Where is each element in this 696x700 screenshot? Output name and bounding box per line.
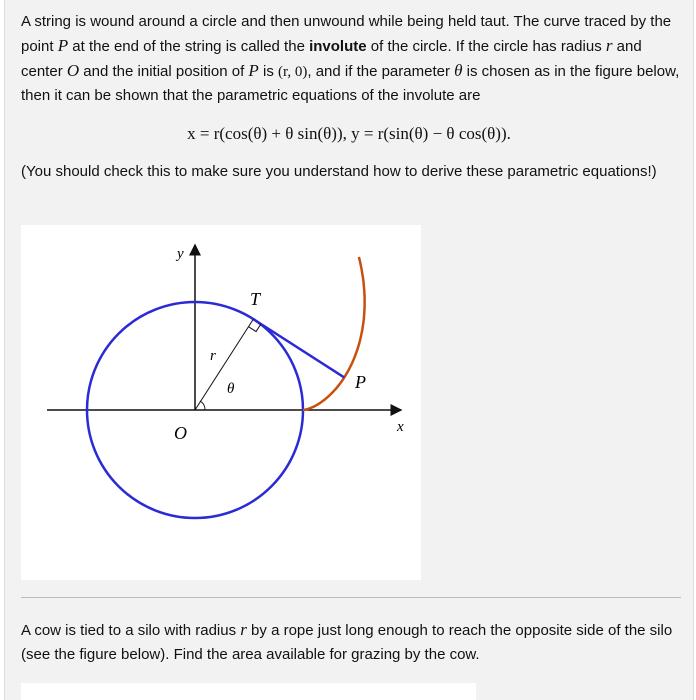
silo-figure: [21, 683, 476, 700]
math-P: P: [57, 36, 69, 55]
involute-term: involute: [309, 38, 367, 55]
tangent-string: [253, 319, 344, 377]
involute-diagram: [21, 225, 421, 580]
math-point: (r, 0): [277, 64, 308, 80]
text: , and if the parameter: [307, 63, 455, 80]
theta-arc: [200, 401, 205, 410]
divider: [21, 597, 681, 598]
page: [4, 0, 694, 700]
text: A string is wound around a circle and then unwound while being held taut. The curve traced by the point: [21, 13, 672, 55]
text: A cow is tied to a silo with radius: [21, 622, 241, 639]
math-O: O: [66, 61, 80, 80]
text: and the initial position of: [79, 63, 249, 80]
O-label: O: [174, 423, 187, 443]
y-label: y: [177, 246, 184, 262]
math-P: P: [248, 61, 259, 80]
question-paragraph: [21, 618, 681, 667]
r-label: r: [210, 348, 216, 364]
radius-line: [195, 319, 253, 410]
x-label: x: [397, 419, 404, 435]
math-r: r: [240, 620, 247, 639]
note-paragraph: (You should check this to make sure you understand how to derive these parametric equations!): [21, 163, 657, 180]
text: and center: [21, 38, 642, 80]
math-r: r: [605, 36, 613, 55]
P-label: P: [355, 372, 366, 392]
right-angle-marker: [248, 324, 260, 332]
intro-paragraph: [21, 10, 681, 108]
text: of the circle. If the circle has radius: [366, 38, 606, 55]
parametric-equations: x = r(cos(θ) + θ sin(θ)), y = r(sin(θ) − θ cos(θ)).: [187, 124, 511, 143]
text: is chosen as in the figure below, then it can be shown that the parametric equations of the involute are: [21, 63, 680, 104]
T-label: T: [250, 289, 261, 309]
theta-label: θ: [227, 381, 235, 397]
math-theta: θ: [454, 61, 463, 80]
text: at the end of the string is called the: [68, 38, 310, 55]
involute-figure: [21, 225, 421, 580]
text: by a rope just long enough to reach the opposite side of the silo (see the figure below). Find the area available for grazing by the cow.: [21, 622, 673, 663]
text: is: [258, 63, 278, 80]
